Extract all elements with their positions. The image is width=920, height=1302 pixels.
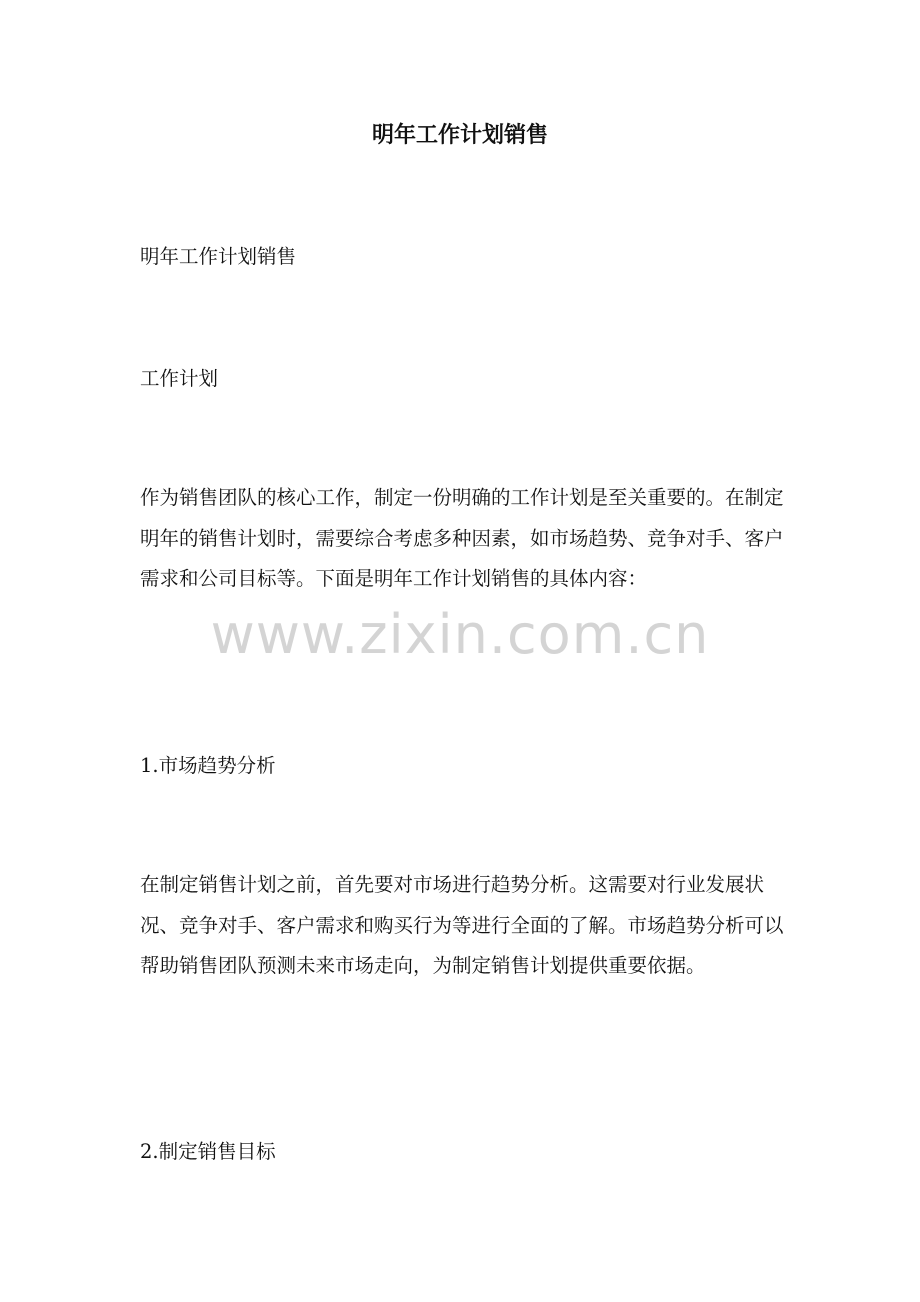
document-subtitle: 明年工作计划销售	[140, 245, 297, 268]
item-heading-market-analysis: 1.市场趋势分析	[140, 754, 276, 777]
item-body-market-analysis: 在制定销售计划之前，首先要对市场进行趋势分析。这需要对行业发展状况、竞争对手、客户需求和购买行为等进行全面的了解。市场趋势分析可以帮助销售团队预测未来市场走向，为制定销售计划提供重要依据。	[140, 873, 784, 977]
document-title: 明年工作计划销售	[371, 123, 548, 148]
intro-paragraph: 作为销售团队的核心工作，制定一份明确的工作计划是至关重要的。在制定明年的销售计划时，需要综合考虑多种因素，如市场趋势、竞争对手、客户需求和公司目标等。下面是明年工作计划销售的具体内容：	[140, 486, 784, 590]
section-heading: 工作计划	[140, 367, 219, 390]
item-heading-sales-target: 2.制定销售目标	[140, 1140, 276, 1163]
watermark: www.zixin.com.cn	[210, 603, 710, 666]
